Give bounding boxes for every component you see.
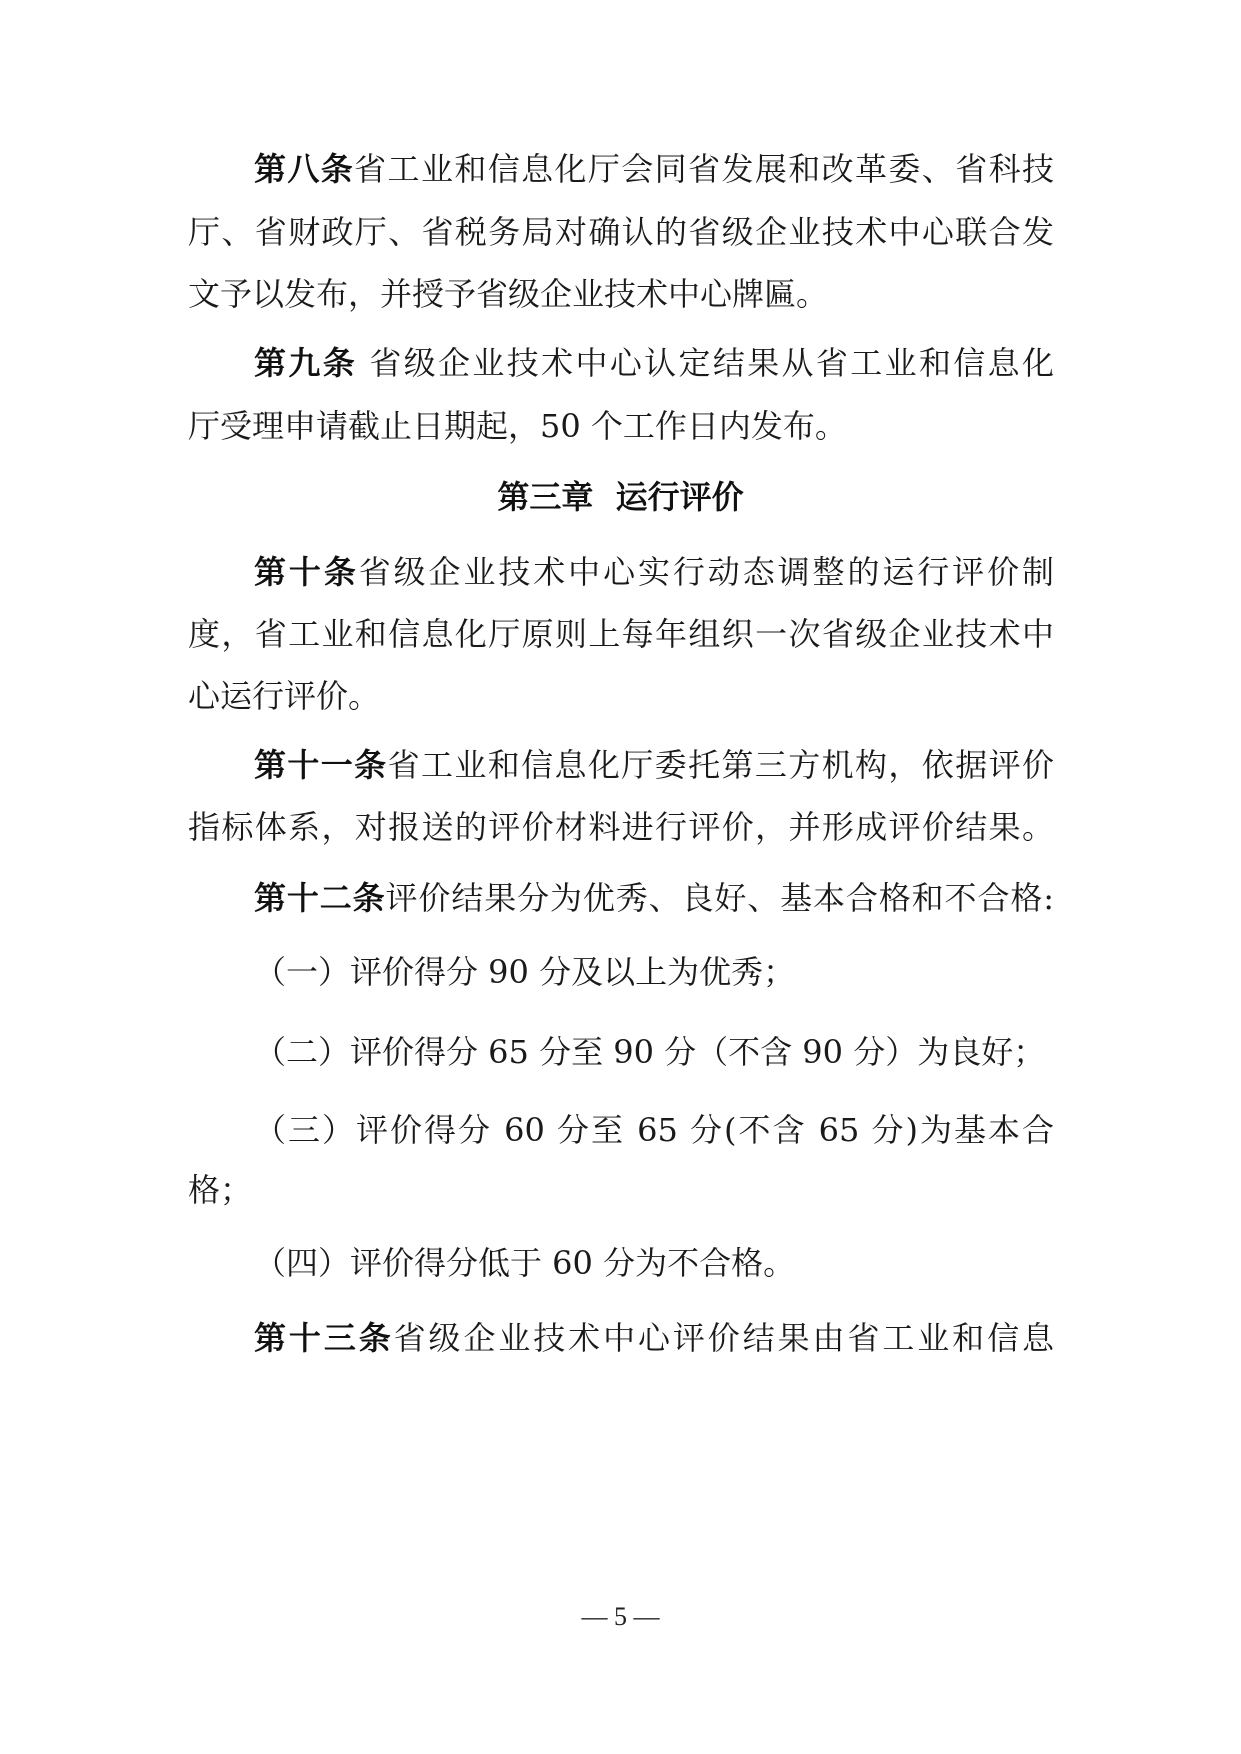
article-8-line-1 xyxy=(254,147,1054,191)
article-8-heading: 第八条 xyxy=(254,150,355,188)
article-9-text: 省级企业技术中心认定结果从省工业和信息化 xyxy=(367,344,1054,382)
article-13-text: 省级企业技术中心评价结果由省工业和信息 xyxy=(393,1319,1054,1357)
article-9-line-2: 厅受理申请截止日期起，50 个工作日内发布。 xyxy=(188,407,847,445)
article-12-item-3-line-2: 格； xyxy=(188,1171,253,1209)
article-12-item-2: （二）评价得分 65 分至 90 分（不含 90 分）为良好； xyxy=(254,1033,1046,1071)
article-11-line-2: 指标体系，对报送的评价材料进行评价，并形成评价结果。 xyxy=(188,808,1054,846)
article-10-heading: 第十条 xyxy=(254,553,359,591)
article-12-item-4: （四）评价得分低于 60 分为不合格。 xyxy=(254,1244,796,1282)
article-8-text: 省工业和信息化厅会同省发展和改革委、省科技 xyxy=(354,150,1054,188)
article-11-text: 省工业和信息化厅委托第三方机构，依据评价 xyxy=(387,746,1054,784)
article-12-line-1 xyxy=(254,876,1054,920)
article-10-text: 省级企业技术中心实行动态调整的运行评价制 xyxy=(358,553,1054,591)
chapter-name: 运行评价 xyxy=(615,478,744,516)
article-8-line-3: 文予以发布，并授予省级企业技术中心牌匾。 xyxy=(188,275,829,313)
article-11-line-1 xyxy=(254,743,1054,787)
chapter-title xyxy=(0,475,1241,519)
article-12-text: 评价结果分为优秀、良好、基本合格和不合格: xyxy=(385,879,1054,917)
article-10-line-2: 度，省工业和信息化厅原则上每年组织一次省级企业技术中 xyxy=(188,615,1054,653)
article-12-item-3-line-1: （三）评价得分 60 分至 65 分(不含 65 分)为基本合 xyxy=(254,1111,1054,1149)
article-13-line-1 xyxy=(254,1316,1054,1360)
article-11-heading: 第十一条 xyxy=(254,746,388,784)
article-12-item-1: （一）评价得分 90 分及以上为优秀； xyxy=(254,953,796,991)
page-number: — 5 — xyxy=(581,1602,660,1631)
article-9-line-1 xyxy=(254,341,1054,385)
article-12-heading: 第十二条 xyxy=(254,879,386,917)
article-10-line-3: 心运行评价。 xyxy=(188,677,381,715)
article-9-heading: 第九条 xyxy=(254,344,358,382)
article-13-heading: 第十三条 xyxy=(254,1319,394,1357)
chapter-number: 第三章 xyxy=(497,478,594,516)
article-8-line-2: 厅、省财政厅、省税务局对确认的省级企业技术中心联合发 xyxy=(188,213,1054,251)
article-10-line-1 xyxy=(254,550,1054,594)
